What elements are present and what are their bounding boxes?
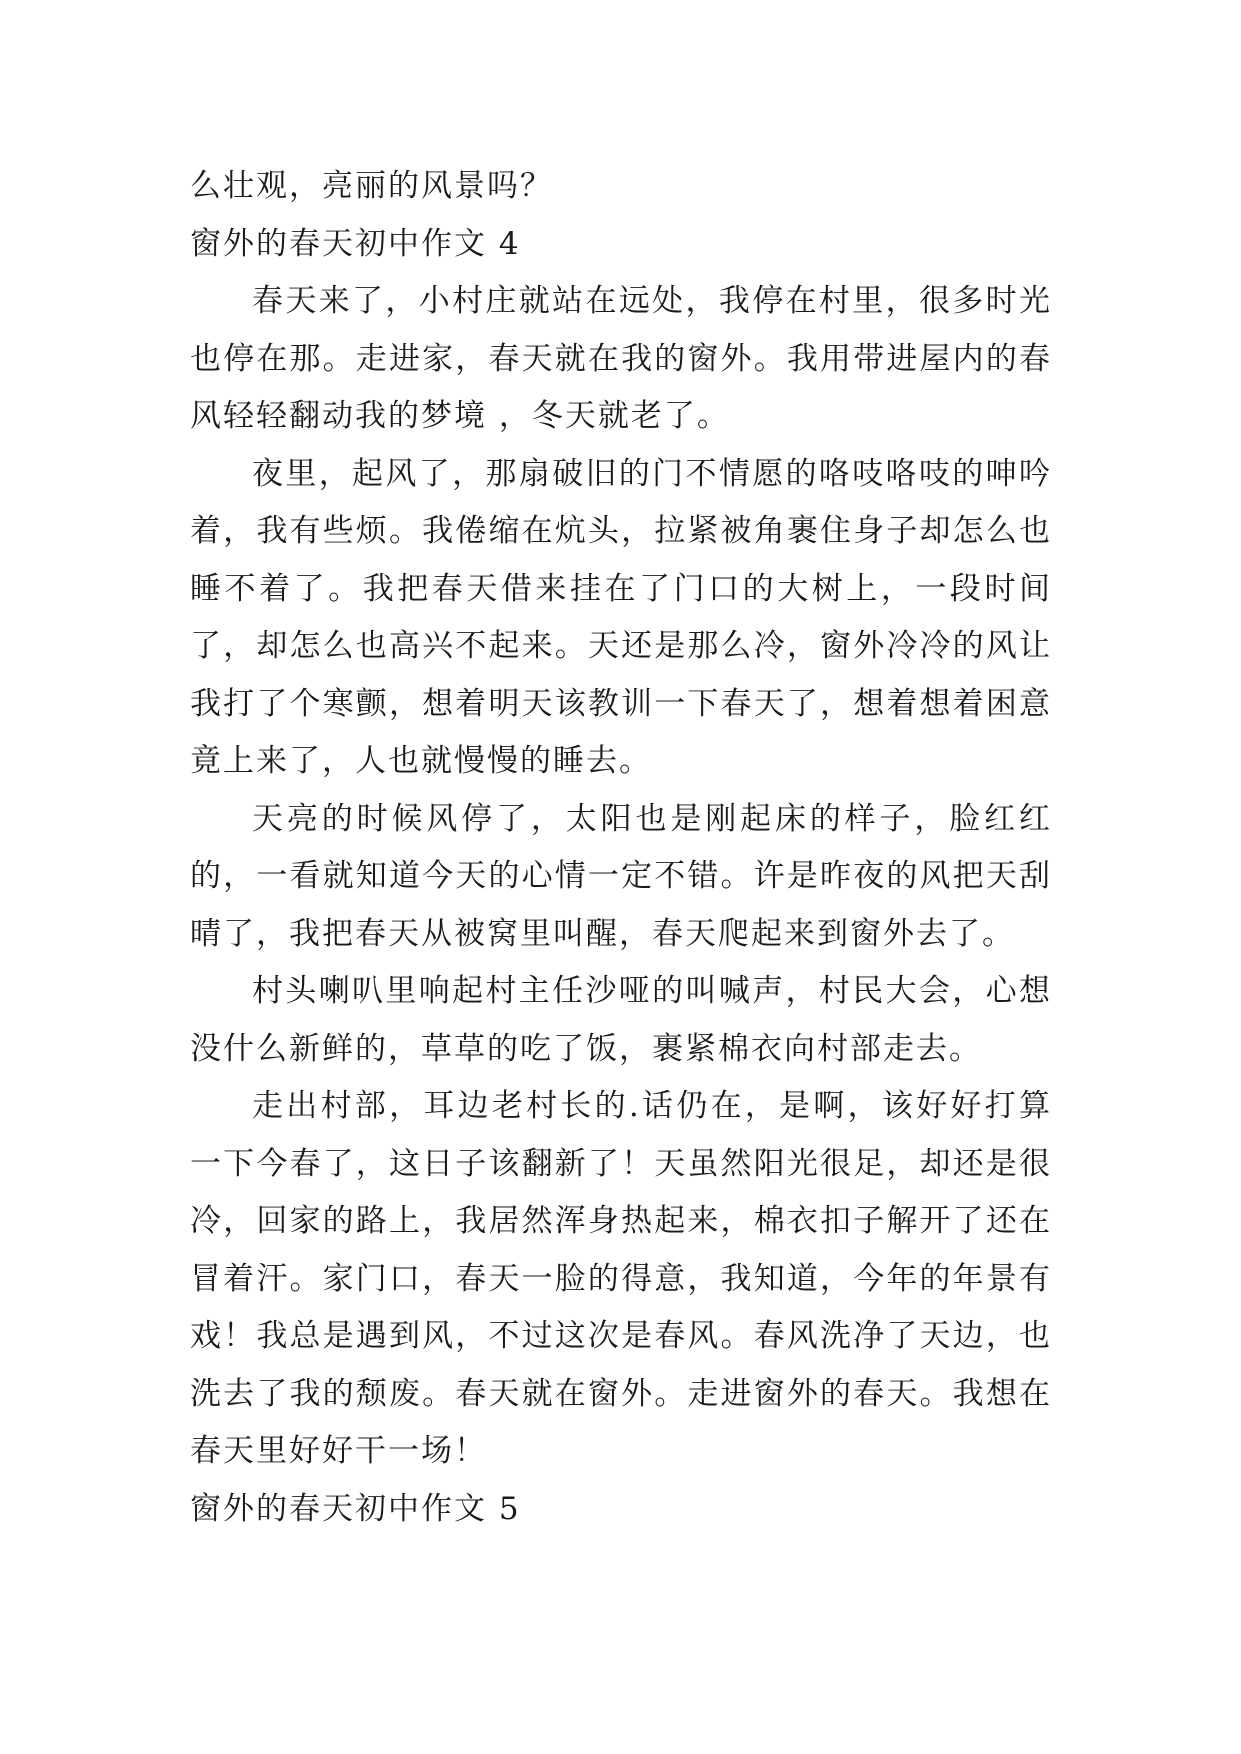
continued-text-line: 么壮观，亮丽的风景吗？ xyxy=(190,168,553,204)
essay-heading: 窗外的春天初中作文 4 xyxy=(190,225,521,262)
paragraph: 夜里，起风了，那扇破旧的门不情愿的咯吱咯吱的呻吟着，我有些烦。我倦缩在炕头，拉紧被角裹住身子却怎么也睡不着了。我把春天借来挂在了门口的大树上，一段时间了，却怎么也高兴不起来。天还是那么冷，窗外冷冷的风让我打了个寒颤，想着明天该教训一下春天了，想着想着困意竟上来了，人也就慢慢的睡去。 xyxy=(190,455,1052,779)
paragraph: 村头喇叭里响起村主任沙哑的叫喊声，村民大会，心想没什么新鲜的，草草的吃了饭，裹紧棉衣向村部走去。 xyxy=(190,973,1052,1067)
paragraph: 走出村部，耳边老村长的.话仍在，是啊，该好好打算一下今春了，这日子该翻新了！天虽然阳光很足，却还是很冷，回家的路上，我居然浑身热起来，棉衣扣子解开了还在冒着汗。家门口，春天一脸的得意，我知道，今年的年景有戏！我总是遇到风，不过这次是春风。春风洗净了天边，也洗去了我的颓废。春天就在窗外。走进窗外的春天。我想在春天里好好干一场！ xyxy=(190,1088,1052,1469)
essay-heading: 窗外的春天初中作文 5 xyxy=(190,1490,521,1527)
document-body xyxy=(190,158,1052,1538)
paragraph: 天亮的时候风停了，太阳也是刚起床的样子，脸红红的，一看就知道今天的心情一定不错。许是昨夜的风把天刮晴了，我把春天从被窝里叫醒，春天爬起来到窗外去了。 xyxy=(190,800,1052,952)
paragraph: 春天来了，小村庄就站在远处，我停在村里，很多时光也停在那。走进家，春天就在我的窗外。我用带进屋内的春风轻轻翻动我的梦境 ，冬天就老了。 xyxy=(190,283,1052,434)
